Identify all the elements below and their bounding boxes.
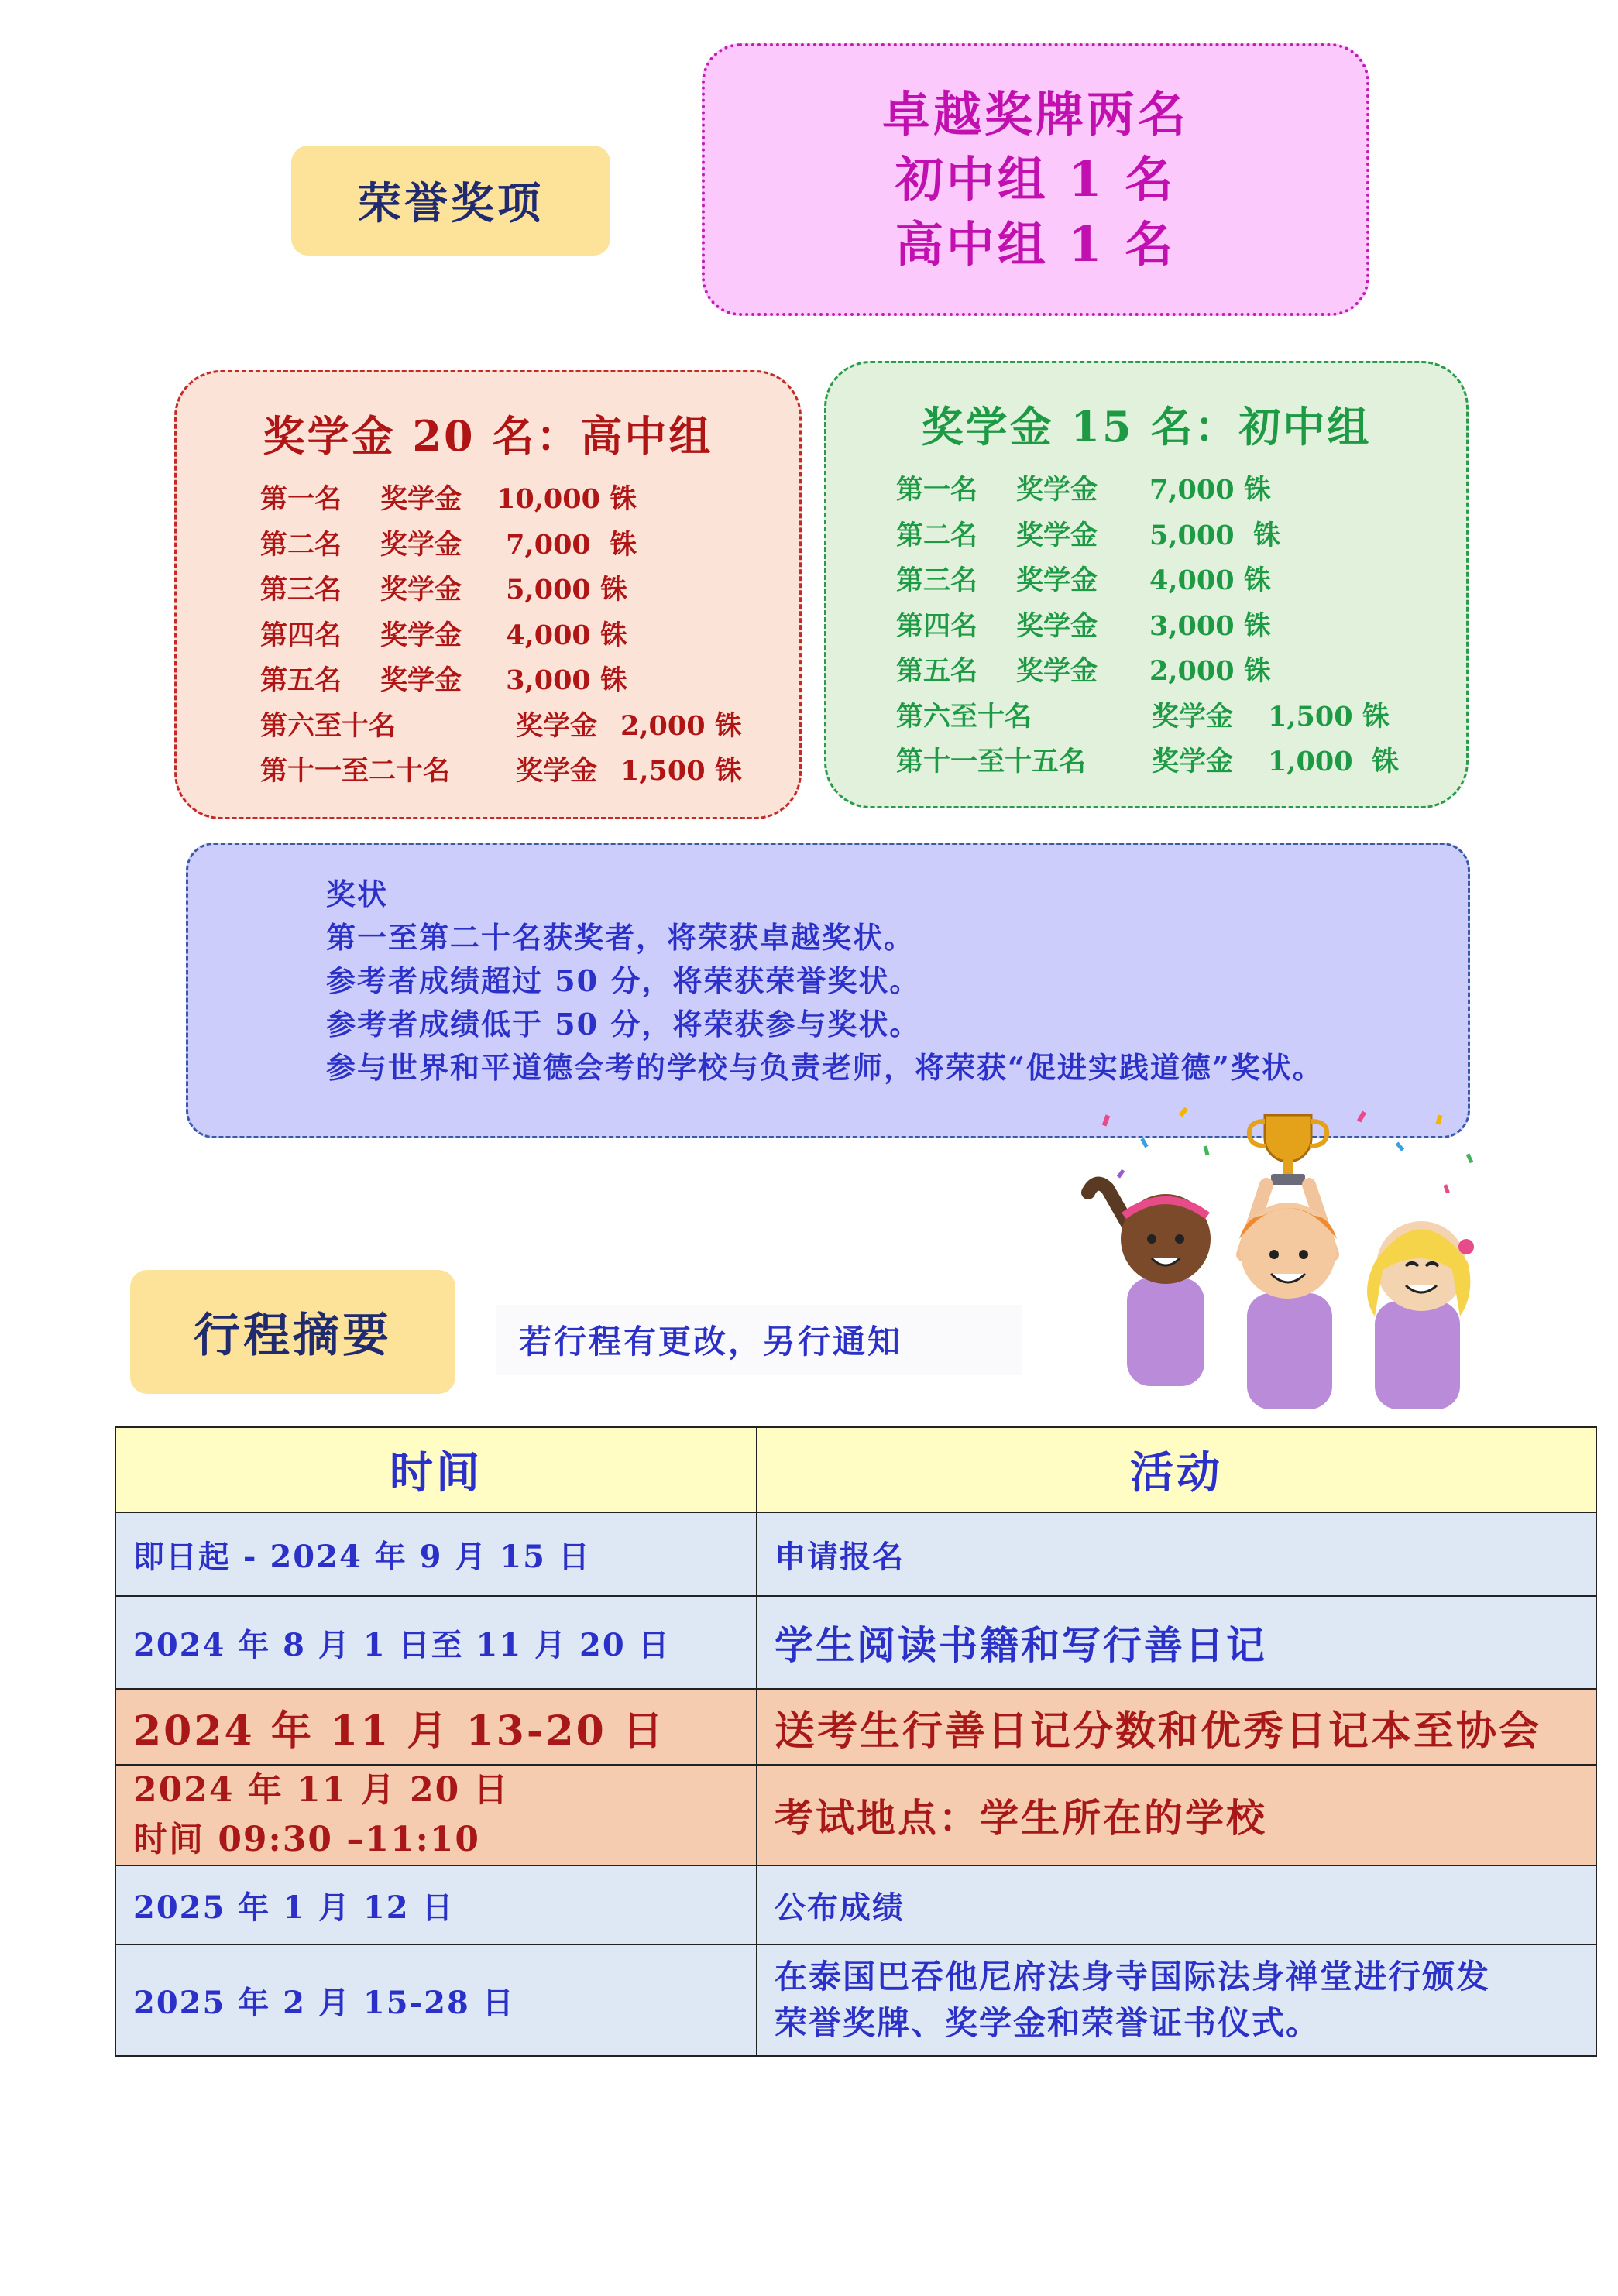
certificate-line: 第一至第二十名获奖者，将荣获卓越奖状。 bbox=[326, 920, 915, 955]
row-time: 2024 年 11 月 13-20 日 bbox=[115, 1689, 757, 1765]
rank: 第十一至二十名 bbox=[260, 755, 451, 787]
amount: 2,000 铢 bbox=[1149, 655, 1271, 687]
row-activity bbox=[757, 1944, 1596, 2056]
scholarship-label: 奖学金 bbox=[1016, 519, 1098, 551]
rank: 第四名 bbox=[896, 609, 978, 642]
medal-line: 卓越奖牌两名 bbox=[881, 86, 1189, 142]
scholarship-row bbox=[260, 568, 799, 613]
scholarship-row bbox=[260, 523, 799, 568]
row-time bbox=[115, 1765, 757, 1865]
certificate-line: 参考者成绩超过 50 分，将荣获荣誉奖状。 bbox=[326, 963, 921, 998]
scholarship-label: 奖学金 bbox=[1016, 655, 1098, 687]
scholarship-label: 奖学金 bbox=[516, 755, 598, 787]
scholarship-row bbox=[260, 749, 799, 795]
table-row bbox=[115, 1765, 1596, 1865]
header-time: 时间 bbox=[115, 1427, 757, 1512]
table-row bbox=[115, 1865, 1596, 1944]
rank: 第三名 bbox=[896, 565, 978, 596]
row-activity-line: 在泰国巴吞他尼府法身寺国际法身禅堂进行颁发 bbox=[775, 1958, 1491, 1996]
schedule-table bbox=[115, 1426, 1597, 2057]
honor-awards-label: 荣誉奖项 bbox=[291, 146, 610, 256]
certificate-line: 参考者成绩低于 50 分，将荣获参与奖状。 bbox=[326, 1007, 921, 1042]
scholarship-label: 奖学金 bbox=[1152, 700, 1234, 733]
amount: 7,000 铢 bbox=[1149, 474, 1271, 506]
scholarship-label: 奖学金 bbox=[380, 664, 462, 696]
amount: 5,000 铢 bbox=[1149, 519, 1280, 551]
row-activity: 申请报名 bbox=[757, 1512, 1596, 1596]
scholarship-middle-list bbox=[896, 468, 1466, 785]
scholarship-label: 奖学金 bbox=[380, 619, 462, 651]
scholarship-row bbox=[896, 558, 1466, 604]
scholarship-row bbox=[896, 604, 1466, 650]
row-activity-line: 荣誉奖牌、奖学金和荣誉证书仪式。 bbox=[775, 2004, 1321, 2042]
amount: 3,000 铢 bbox=[496, 664, 627, 696]
scholarship-high-school-box bbox=[174, 370, 802, 819]
excellence-medal-box bbox=[702, 43, 1369, 316]
row-time-hours: 时间 09:30 –11:10 bbox=[133, 1820, 481, 1859]
scholarship-label: 奖学金 bbox=[1016, 565, 1098, 596]
table-row bbox=[115, 1596, 1596, 1689]
table-row bbox=[115, 1689, 1596, 1765]
rank: 第十一至十五名 bbox=[896, 746, 1087, 777]
amount: 1,500 铢 bbox=[620, 755, 742, 787]
medal-line: 初中组 1 名 bbox=[895, 151, 1177, 208]
scholarship-middle-school-box bbox=[824, 361, 1469, 808]
scholarship-row bbox=[260, 613, 799, 659]
rank: 第二名 bbox=[260, 528, 342, 561]
scholarship-label: 奖学金 bbox=[380, 574, 462, 606]
scholarship-label: 奖学金 bbox=[380, 528, 462, 561]
scholarship-row bbox=[896, 513, 1466, 559]
child-right bbox=[1367, 1221, 1474, 1409]
certificates-title: 奖状 bbox=[326, 877, 389, 911]
table-header-row bbox=[115, 1427, 1596, 1512]
row-activity: 送考生行善日记分数和优秀日记本至协会 bbox=[757, 1689, 1596, 1765]
amount: 4,000 铢 bbox=[496, 619, 627, 651]
scholarship-label: 奖学金 bbox=[380, 483, 462, 515]
scholarship-label: 奖学金 bbox=[1152, 746, 1234, 777]
row-activity: 考试地点：学生所在的学校 bbox=[757, 1765, 1596, 1865]
schedule-change-note: 若行程有更改，另行通知 bbox=[496, 1305, 1022, 1375]
scholarship-row bbox=[260, 704, 799, 750]
amount: 1,000 铢 bbox=[1268, 746, 1399, 777]
table-row bbox=[115, 1944, 1596, 2056]
rank: 第一名 bbox=[896, 474, 978, 506]
rank: 第四名 bbox=[260, 619, 342, 651]
row-time: 即日起 - 2024 年 9 月 15 日 bbox=[115, 1512, 757, 1596]
scholarship-row bbox=[896, 695, 1466, 740]
table-row bbox=[115, 1512, 1596, 1596]
scholarship-label: 奖学金 bbox=[1016, 474, 1098, 506]
children-trophy-illustration bbox=[1080, 1100, 1491, 1409]
rank: 第五名 bbox=[896, 655, 978, 687]
rank: 第六至十名 bbox=[260, 709, 397, 742]
child-middle bbox=[1239, 1185, 1337, 1409]
row-time: 2024 年 8 月 1 日至 11 月 20 日 bbox=[115, 1596, 757, 1689]
amount: 5,000 铢 bbox=[496, 574, 627, 606]
trophy-icon bbox=[1249, 1115, 1327, 1185]
schedule-summary-label: 行程摘要 bbox=[130, 1270, 455, 1394]
scholarship-row bbox=[896, 649, 1466, 695]
scholarship-high-title: 奖学金 20 名：高中组 bbox=[263, 411, 713, 461]
row-activity: 学生阅读书籍和写行善日记 bbox=[757, 1596, 1596, 1689]
row-time-date: 2024 年 11 月 20 日 bbox=[133, 1770, 510, 1810]
scholarship-high-list bbox=[260, 477, 799, 795]
certificates-box bbox=[186, 843, 1470, 1138]
scholarship-row bbox=[260, 658, 799, 704]
rank: 第二名 bbox=[896, 519, 978, 551]
row-time: 2025 年 2 月 15-28 日 bbox=[115, 1944, 757, 2056]
medal-line: 高中组 1 名 bbox=[895, 216, 1177, 273]
amount: 10,000 铢 bbox=[496, 483, 637, 515]
row-activity: 公布成绩 bbox=[757, 1865, 1596, 1944]
amount: 2,000 铢 bbox=[620, 709, 742, 742]
scholarship-middle-title: 奖学金 15 名：初中组 bbox=[921, 402, 1372, 451]
amount: 1,500 铢 bbox=[1268, 700, 1390, 733]
amount: 7,000 铢 bbox=[496, 528, 637, 561]
row-time: 2025 年 1 月 12 日 bbox=[115, 1865, 757, 1944]
rank: 第三名 bbox=[260, 574, 342, 606]
rank: 第六至十名 bbox=[896, 700, 1032, 733]
child-left bbox=[1088, 1184, 1211, 1386]
scholarship-label: 奖学金 bbox=[516, 709, 598, 742]
scholarship-row bbox=[896, 740, 1466, 785]
scholarship-row bbox=[260, 477, 799, 523]
amount: 3,000 铢 bbox=[1149, 609, 1271, 642]
amount: 4,000 铢 bbox=[1149, 565, 1271, 596]
scholarship-row bbox=[896, 468, 1466, 513]
rank: 第一名 bbox=[260, 483, 342, 515]
header-activity: 活动 bbox=[757, 1427, 1596, 1512]
scholarship-label: 奖学金 bbox=[1016, 609, 1098, 642]
certificate-line: 参与世界和平道德会考的学校与负责老师，将荣获“促进实践道德”奖状。 bbox=[326, 1050, 1324, 1085]
rank: 第五名 bbox=[260, 664, 342, 696]
